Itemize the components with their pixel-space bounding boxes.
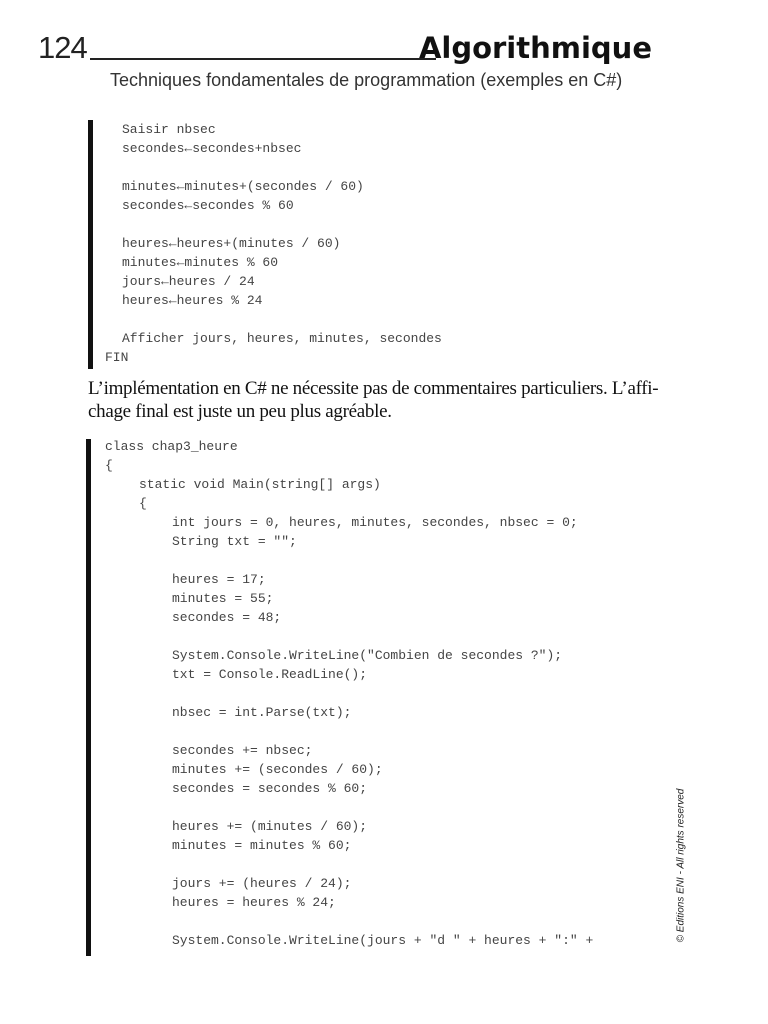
paragraph-line-1: L’implémentation en C# ne nécessite pas de commentaires particuliers. L’affi- — [88, 378, 659, 399]
code-line: secondes += nbsec; — [172, 743, 313, 758]
code-blank-line — [105, 627, 593, 646]
csharp-code-block — [86, 439, 646, 956]
csharp-code-lines — [105, 437, 593, 950]
code-blank-line — [105, 855, 593, 874]
code-line: nbsec = int.Parse(txt); — [172, 705, 352, 720]
code-block-bar — [86, 439, 91, 956]
code-line: minutes = 55; — [172, 591, 274, 606]
pseudocode-block — [88, 120, 508, 369]
code-line: System.Console.WriteLine(jours + "d " + heures + ":" + — [172, 933, 594, 948]
code-blank-line — [105, 684, 593, 703]
code-blank-line — [105, 310, 442, 329]
code-line: heures←heures % 24 — [122, 293, 263, 308]
code-line: minutes = minutes % 60; — [172, 838, 352, 853]
code-line: jours += (heures / 24); — [172, 876, 352, 891]
code-line: secondes←secondes+nbsec — [122, 141, 302, 156]
code-line: secondes = 48; — [172, 610, 282, 625]
code-line: heures += (minutes / 60); — [172, 819, 368, 834]
code-blank-line — [105, 551, 593, 570]
pseudocode-lines — [105, 120, 442, 367]
copyright-note: © Editions ENI - All rights reserved — [675, 788, 687, 943]
body-paragraph — [88, 377, 678, 423]
code-line: Afficher jours, heures, minutes, secondes — [122, 331, 442, 346]
header-rule — [90, 58, 436, 60]
code-line: heures←heures+(minutes / 60) — [122, 236, 341, 251]
code-line: secondes←secondes % 60 — [122, 198, 294, 213]
code-line: { — [139, 496, 147, 511]
code-line: minutes += (secondes / 60); — [172, 762, 383, 777]
code-line: minutes←minutes % 60 — [122, 255, 279, 270]
code-blank-line — [105, 158, 442, 177]
code-line: minutes←minutes+(secondes / 60) — [122, 179, 364, 194]
code-line: static void Main(string[] args) — [139, 477, 381, 492]
code-blank-line — [105, 215, 442, 234]
code-blank-line — [105, 798, 593, 817]
book-title: Algorithmique — [418, 31, 652, 65]
paragraph-line-2: chage final est juste un peu plus agréable. — [88, 401, 392, 422]
code-blank-line — [105, 722, 593, 741]
code-line: heures = heures % 24; — [172, 895, 336, 910]
code-line: Saisir nbsec — [122, 122, 216, 137]
code-block-bar — [88, 120, 93, 369]
code-line: heures = 17; — [172, 572, 266, 587]
code-line: jours←heures / 24 — [122, 274, 255, 289]
code-line: { — [105, 458, 113, 473]
code-line: FIN — [105, 350, 129, 365]
code-line: txt = Console.ReadLine(); — [172, 667, 368, 682]
page-number: 124 — [38, 30, 87, 65]
code-line: secondes = secondes % 60; — [172, 781, 368, 796]
code-blank-line — [105, 912, 593, 931]
code-line: String txt = ""; — [172, 534, 297, 549]
book-subtitle: Techniques fondamentales de programmation (exemples en C#) — [110, 70, 623, 90]
code-line: System.Console.WriteLine("Combien de secondes ?"); — [172, 648, 563, 663]
code-line: int jours = 0, heures, minutes, secondes, nbsec = 0; — [172, 515, 578, 530]
code-line: class chap3_heure — [105, 439, 238, 454]
